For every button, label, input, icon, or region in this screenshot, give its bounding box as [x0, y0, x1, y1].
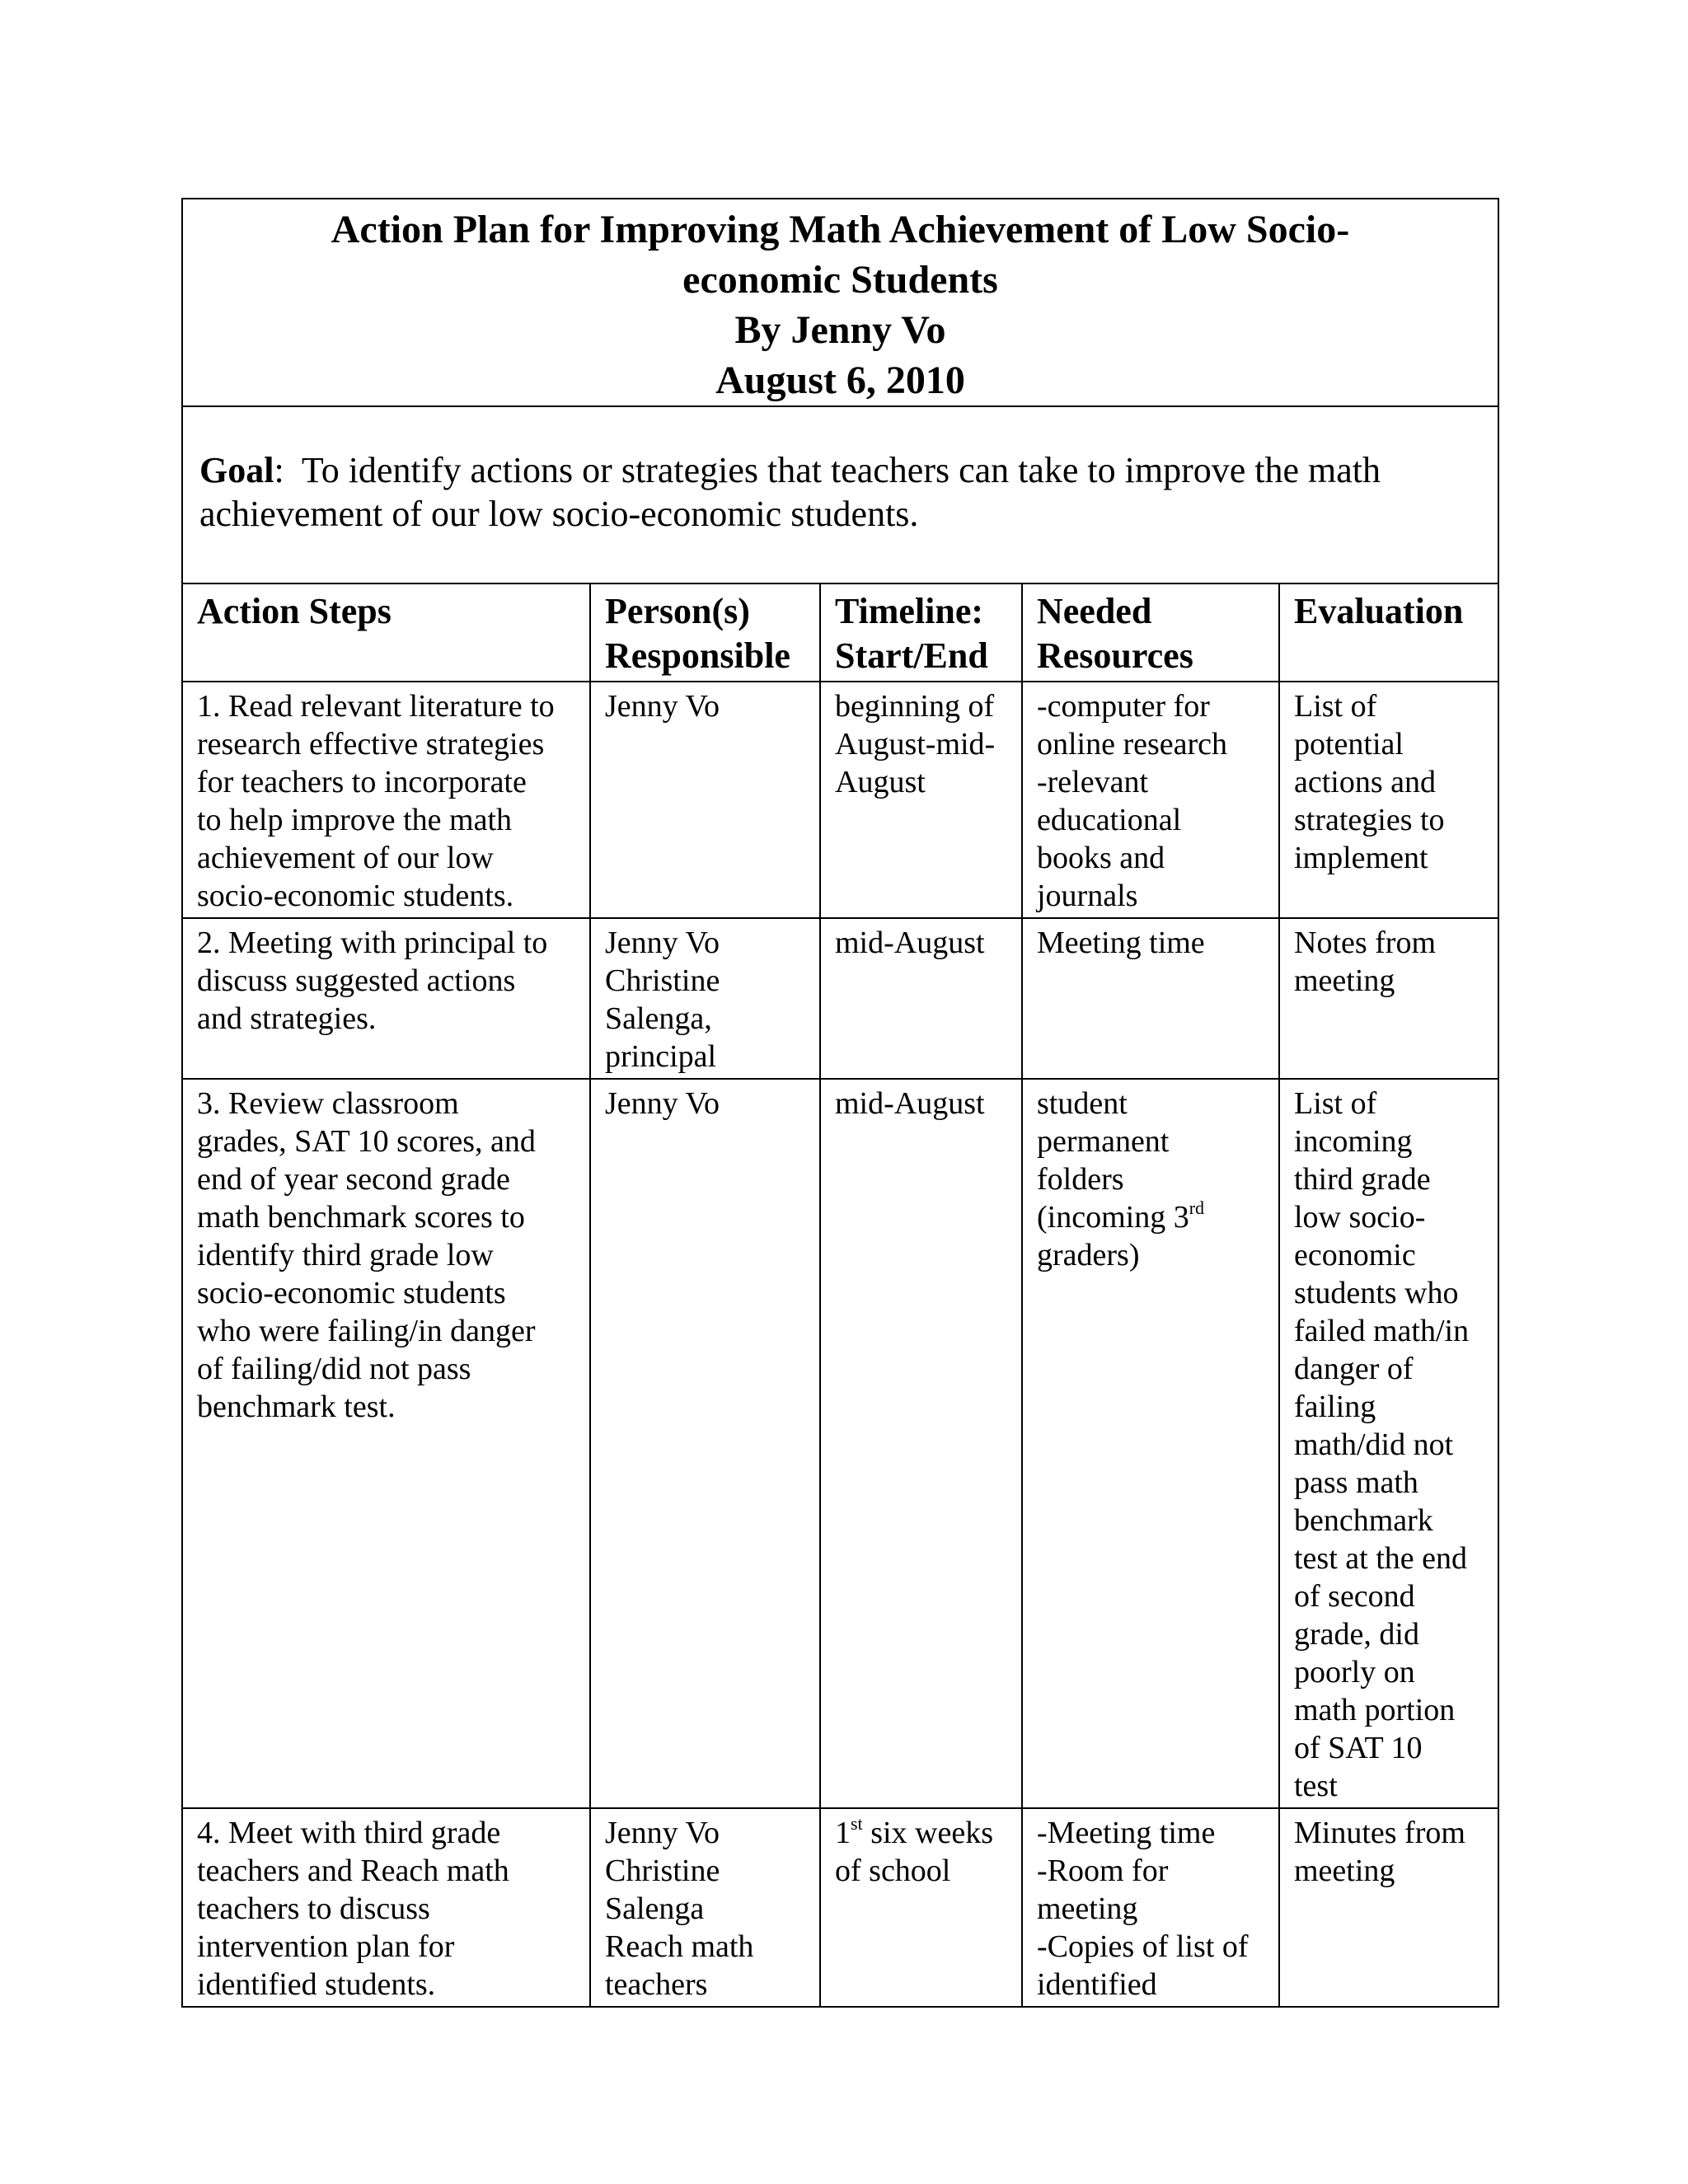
- goal-separator: :: [274, 450, 302, 490]
- cell-line: [1037, 1198, 1264, 1236]
- cell-line: test at the end: [1294, 1541, 1467, 1576]
- cell-line: danger of: [1294, 1352, 1414, 1386]
- cell-line: books and: [1037, 841, 1165, 875]
- evaluation-cell: [1279, 682, 1498, 918]
- author-line: By Jenny Vo: [734, 308, 946, 352]
- cell-line: journals: [1037, 879, 1138, 913]
- header-text: Resources: [1037, 635, 1193, 676]
- header-text: Needed: [1037, 591, 1152, 631]
- cell-line: 3. Review classroom: [197, 1086, 459, 1121]
- cell-line: Christine: [605, 1854, 720, 1888]
- column-header-timeline: [820, 583, 1022, 682]
- cell-line: benchmark: [1294, 1503, 1433, 1538]
- cell-line: to help improve the math: [197, 803, 513, 837]
- table-row: [182, 1079, 1498, 1808]
- cell-line: discuss suggested actions: [197, 963, 516, 998]
- cell-line: mid-August: [835, 1086, 985, 1121]
- timeline-cell: [820, 918, 1022, 1079]
- cell-line: potential: [1294, 727, 1404, 762]
- cell-line: identified: [1037, 1967, 1157, 2002]
- cell-line: mid-August: [835, 926, 985, 960]
- cell-line: math/did not: [1294, 1427, 1454, 1462]
- cell-line: Salenga,: [605, 1001, 712, 1036]
- cell-line: grade, did: [1294, 1617, 1419, 1652]
- cell-line: Minutes from: [1294, 1816, 1465, 1850]
- column-header-action-steps: [182, 583, 590, 682]
- person-cell: [590, 682, 820, 918]
- cell-line: meeting: [1294, 1854, 1395, 1888]
- cell-line: pass math: [1294, 1465, 1418, 1500]
- cell-line: -Room for: [1037, 1854, 1169, 1888]
- cell-line: [835, 1814, 1007, 1852]
- cell-line: third grade: [1294, 1162, 1431, 1197]
- cell-line: grades, SAT 10 scores, and: [197, 1124, 536, 1159]
- person-cell: [590, 918, 820, 1079]
- cell-text: (incoming 3: [1037, 1200, 1189, 1235]
- cell-line: research effective strategies: [197, 727, 545, 762]
- column-header-needed-resources: [1022, 583, 1279, 682]
- timeline-cell: [820, 682, 1022, 918]
- cell-line: beginning of: [835, 689, 995, 724]
- table-row: [182, 1808, 1498, 2007]
- ordinal-suffix: rd: [1189, 1197, 1205, 1218]
- cell-line: -computer for: [1037, 689, 1210, 724]
- goal-section: [182, 406, 1498, 583]
- cell-line: identify third grade low: [197, 1238, 494, 1272]
- cell-line: List of: [1294, 1086, 1377, 1121]
- cell-text: 1: [835, 1816, 851, 1850]
- cell-line: incoming: [1294, 1124, 1413, 1159]
- cell-line: Jenny Vo: [605, 1816, 720, 1850]
- cell-line: economic: [1294, 1238, 1416, 1272]
- cell-line: of second: [1294, 1579, 1415, 1614]
- cell-line: identified students.: [197, 1967, 436, 2002]
- cell-line: Meeting time: [1037, 926, 1205, 960]
- cell-line: students who: [1294, 1276, 1459, 1310]
- action-plan-table: [181, 198, 1499, 2008]
- column-header-evaluation: [1279, 583, 1498, 682]
- cell-line: low socio-: [1294, 1200, 1426, 1235]
- cell-line: August-mid-: [835, 727, 996, 762]
- cell-line: -Copies of list of: [1037, 1929, 1249, 1964]
- header-text: Responsible: [605, 635, 790, 676]
- column-header-persons-responsible: [590, 583, 820, 682]
- cell-line: achievement of our low: [197, 841, 494, 875]
- action-step-cell: [182, 918, 590, 1079]
- cell-line: of SAT 10: [1294, 1731, 1423, 1765]
- cell-text: six weeks: [862, 1816, 993, 1850]
- cell-line: educational: [1037, 803, 1182, 837]
- cell-line: graders): [1037, 1238, 1140, 1272]
- table-row: [182, 918, 1498, 1079]
- header-text: Action Steps: [197, 591, 392, 631]
- cell-line: 1. Read relevant literature to: [197, 689, 555, 724]
- cell-line: Jenny Vo: [605, 926, 720, 960]
- goal-text: To identify actions or strategies that teachers can take to improve the math: [301, 450, 1381, 490]
- cell-line: math benchmark scores to: [197, 1200, 525, 1235]
- cell-line: and strategies.: [197, 1001, 377, 1036]
- cell-line: who were failing/in danger: [197, 1314, 536, 1348]
- cell-line: test: [1294, 1769, 1338, 1803]
- cell-line: of failing/did not pass: [197, 1352, 471, 1386]
- cell-line: student: [1037, 1086, 1128, 1121]
- header-text: Start/End: [835, 635, 988, 676]
- cell-line: -relevant: [1037, 765, 1149, 799]
- cell-line: of school: [835, 1854, 951, 1888]
- cell-line: teachers and Reach math: [197, 1854, 509, 1888]
- cell-line: actions and: [1294, 765, 1437, 799]
- cell-line: 4. Meet with third grade: [197, 1816, 501, 1850]
- header-text: Evaluation: [1294, 591, 1464, 631]
- evaluation-cell: [1279, 918, 1498, 1079]
- action-step-cell: [182, 1079, 590, 1808]
- cell-line: Reach math: [605, 1929, 754, 1964]
- cell-line: August: [835, 765, 926, 799]
- cell-line: permanent: [1037, 1124, 1170, 1159]
- title-line: Action Plan for Improving Math Achievement of Low Socio-: [331, 208, 1350, 251]
- table-header-row: [182, 583, 1498, 682]
- cell-line: benchmark test.: [197, 1390, 396, 1424]
- resources-cell: [1022, 1808, 1279, 2007]
- cell-line: meeting: [1037, 1891, 1138, 1926]
- cell-line: strategies to: [1294, 803, 1445, 837]
- action-plan-document: [181, 198, 1498, 2008]
- cell-line: online research: [1037, 727, 1228, 762]
- table-row: [182, 682, 1498, 918]
- timeline-cell: [820, 1808, 1022, 2007]
- cell-line: folders: [1037, 1162, 1124, 1197]
- header-text: Person(s): [605, 591, 750, 631]
- goal-text: achievement of our low socio-economic students.: [199, 494, 919, 534]
- cell-line: principal: [605, 1039, 717, 1074]
- cell-line: Jenny Vo: [605, 1086, 720, 1121]
- cell-line: end of year second grade: [197, 1162, 510, 1197]
- date-line: August 6, 2010: [715, 359, 965, 402]
- timeline-cell: [820, 1079, 1022, 1808]
- resources-cell: [1022, 682, 1279, 918]
- cell-line: Notes from: [1294, 926, 1437, 960]
- cell-line: Christine: [605, 963, 720, 998]
- action-step-cell: [182, 682, 590, 918]
- person-cell: [590, 1808, 820, 2007]
- evaluation-cell: [1279, 1808, 1498, 2007]
- cell-line: 2. Meeting with principal to: [197, 926, 548, 960]
- cell-line: Salenga: [605, 1891, 705, 1926]
- ordinal-suffix: st: [851, 1813, 863, 1834]
- cell-line: -Meeting time: [1037, 1816, 1216, 1850]
- cell-line: failed math/in: [1294, 1314, 1470, 1348]
- resources-cell: [1022, 1079, 1279, 1808]
- resources-cell: [1022, 918, 1279, 1079]
- cell-line: teachers: [605, 1967, 708, 2002]
- cell-line: math portion: [1294, 1693, 1456, 1727]
- title-line: economic Students: [682, 258, 998, 302]
- goal-label: Goal: [199, 450, 274, 490]
- goal-line: [199, 448, 1481, 492]
- person-cell: [590, 1079, 820, 1808]
- cell-line: poorly on: [1294, 1655, 1415, 1690]
- evaluation-cell: [1279, 1079, 1498, 1808]
- header-text: Timeline:: [835, 591, 984, 631]
- cell-line: socio-economic students: [197, 1276, 506, 1310]
- cell-line: implement: [1294, 841, 1428, 875]
- cell-line: meeting: [1294, 963, 1395, 998]
- cell-line: socio-economic students.: [197, 879, 514, 913]
- cell-line: Jenny Vo: [605, 689, 720, 724]
- action-step-cell: [182, 1808, 590, 2007]
- document-title: [182, 199, 1498, 406]
- cell-line: List of: [1294, 689, 1377, 724]
- cell-line: for teachers to incorporate: [197, 765, 527, 799]
- cell-line: intervention plan for: [197, 1929, 455, 1964]
- cell-line: failing: [1294, 1390, 1376, 1424]
- cell-line: teachers to discuss: [197, 1891, 430, 1926]
